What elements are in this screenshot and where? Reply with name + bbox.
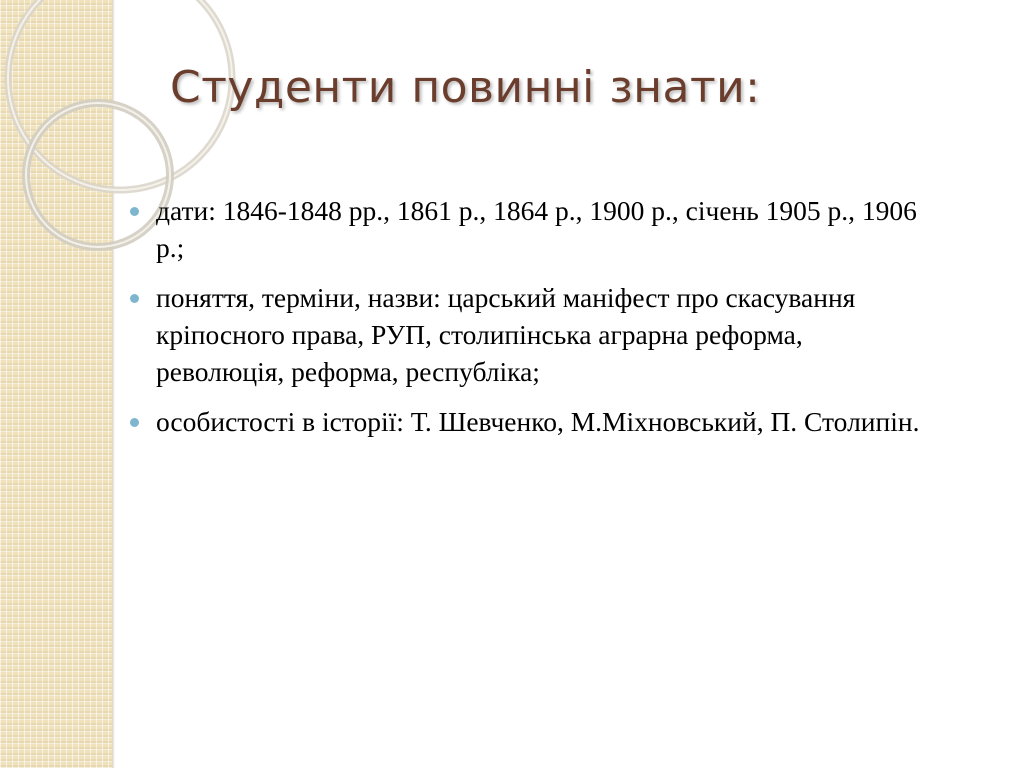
bullet-text: дати: 1846-1848 рр., 1861 р., 1864 р., 1900 р., січень 1905 р., 1906 р.; — [156, 195, 917, 263]
bullet-item-persons — [128, 403, 928, 440]
bullet-text: поняття, терміни, назви: царський маніфест про скасування кріпосного права, РУП, столипінська аграрна реформа, революція, реформа, республіка; — [156, 282, 856, 387]
decorative-rings-icon — [0, 0, 140, 260]
slide-title: Студенти повинні знати: — [170, 62, 761, 113]
bullet-list — [128, 192, 928, 453]
bullet-icon — [130, 207, 139, 216]
bullet-icon — [130, 294, 139, 303]
bullet-item-dates — [128, 192, 928, 266]
bullet-icon — [130, 418, 139, 427]
bullet-text: особистості в історії: Т. Шевченко, М.Міхновський, П. Столипін. — [156, 406, 920, 437]
bullet-item-terms — [128, 279, 928, 390]
